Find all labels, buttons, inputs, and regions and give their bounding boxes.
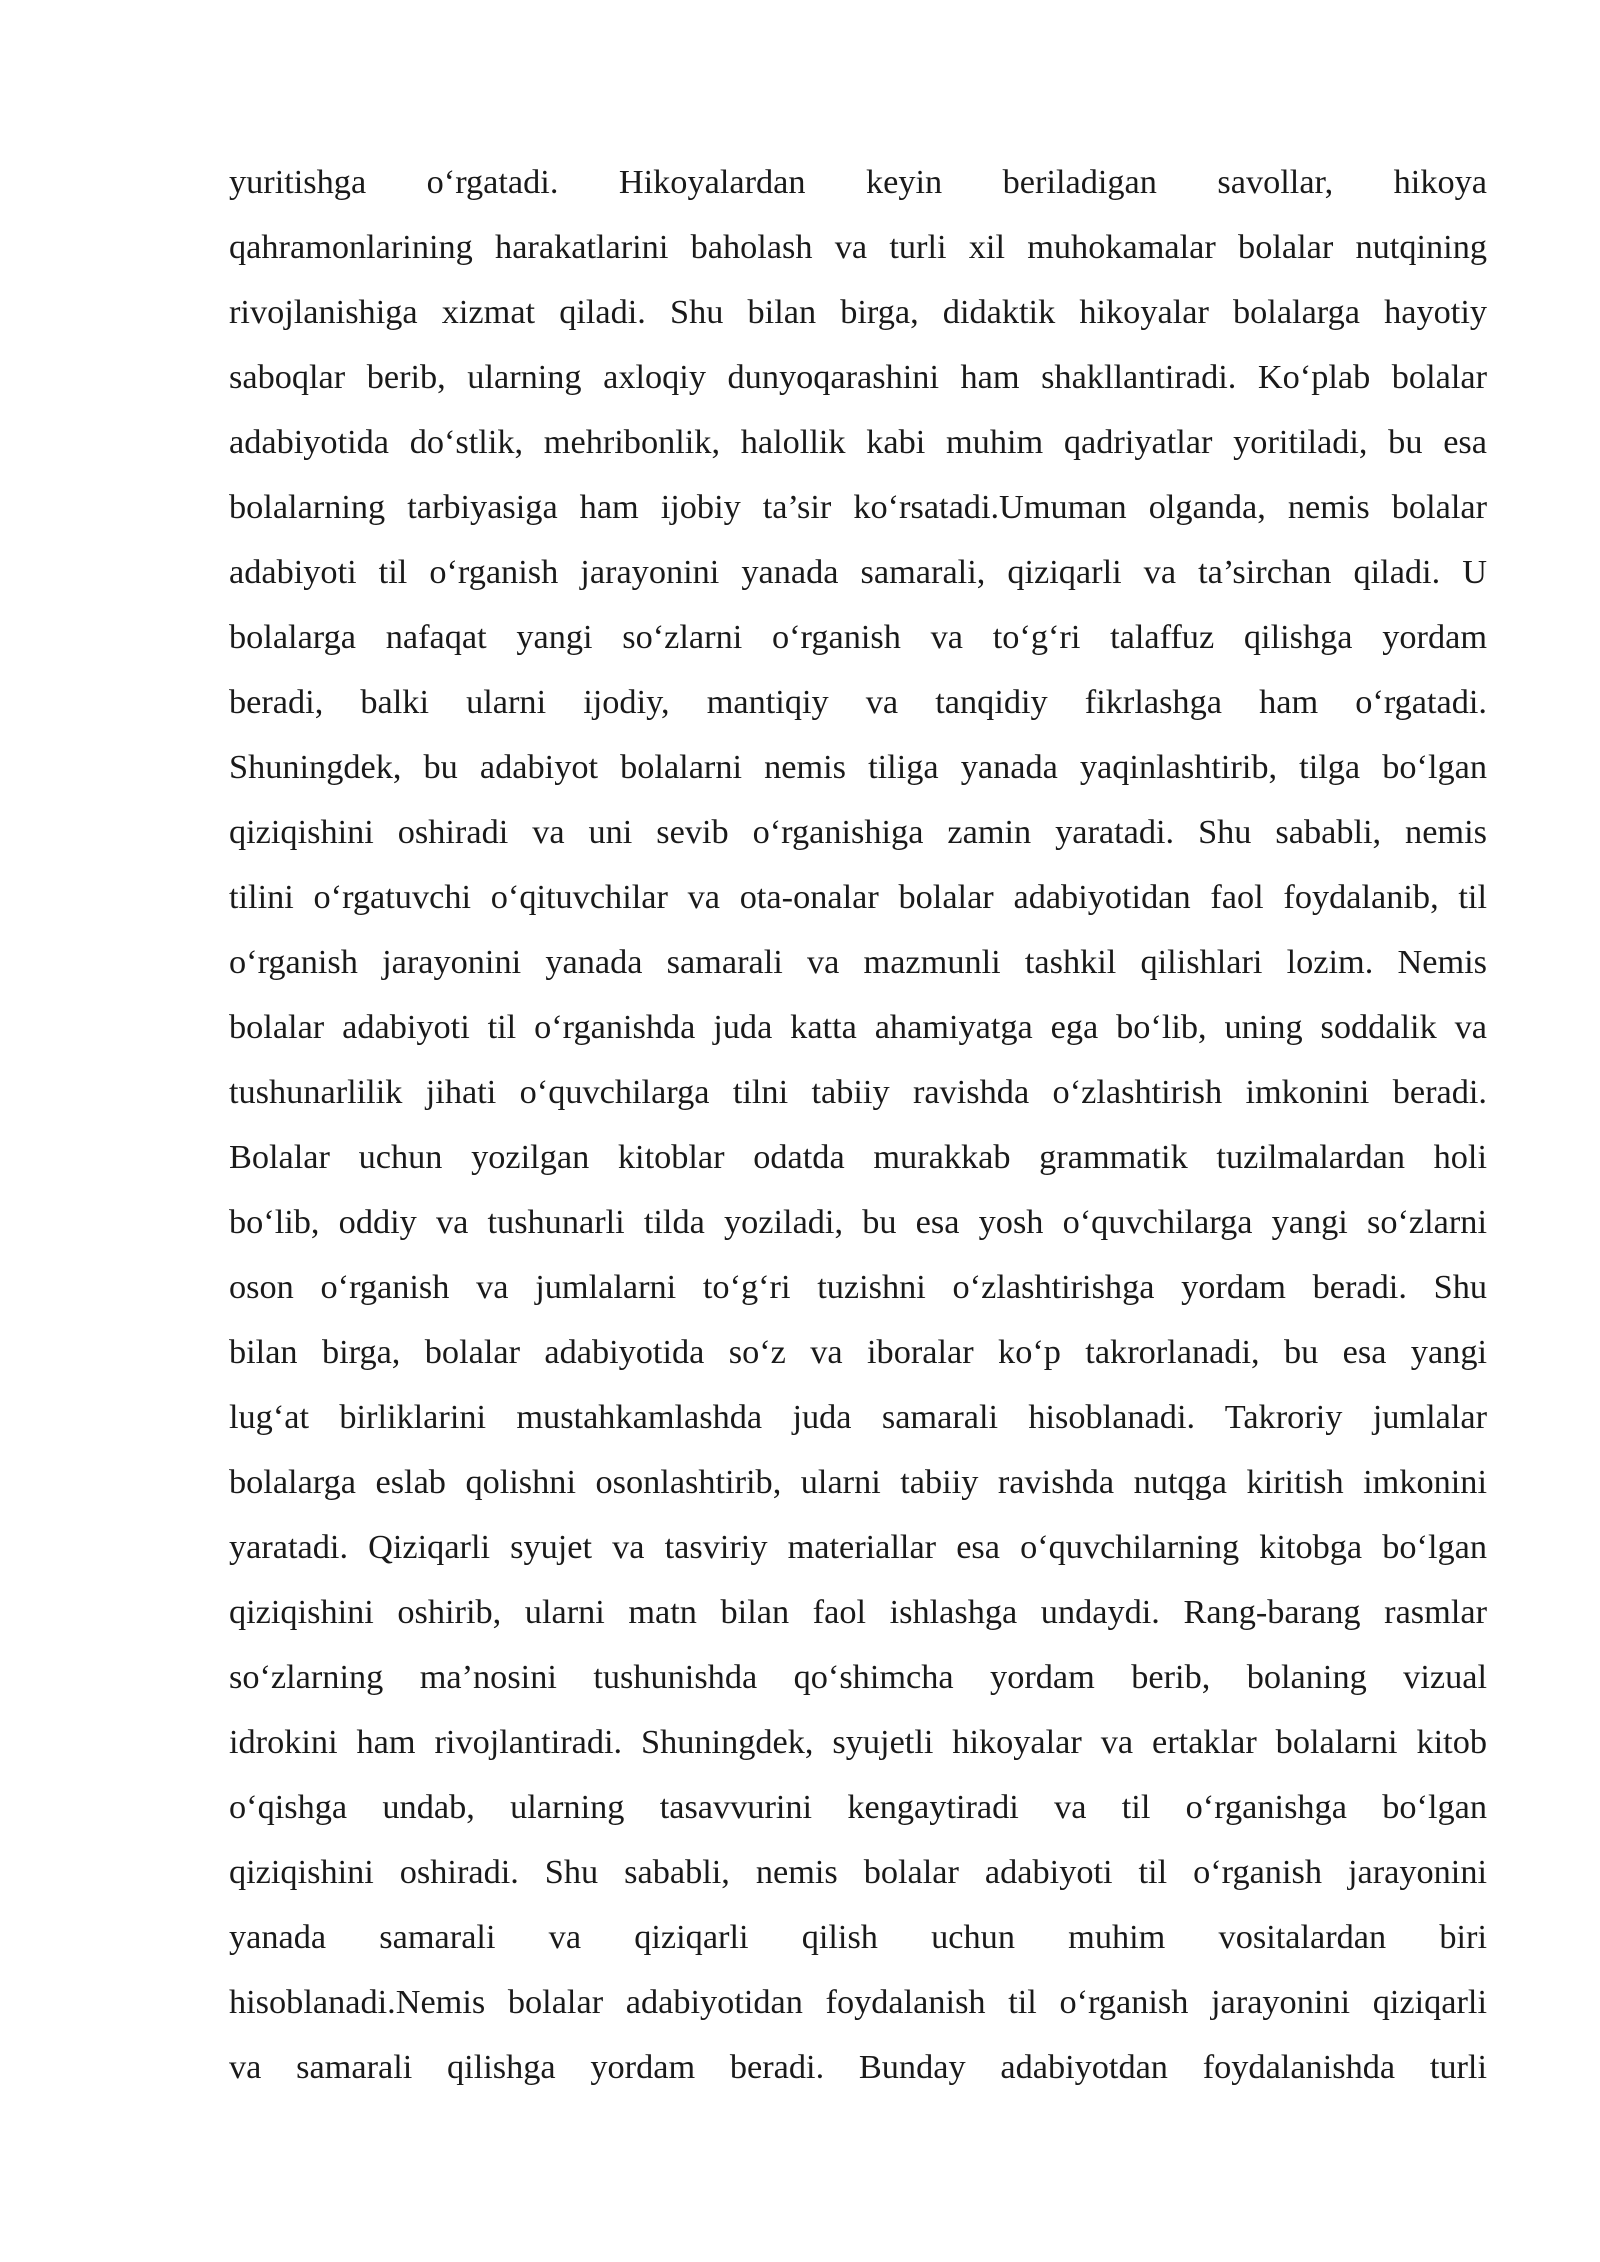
text-line: Shuningdek, bu adabiyot bolalarni nemis tiliga yanada yaqinlashtirib, tilga bo‘lgan [229,748,1487,786]
text-line: bolalarga nafaqat yangi so‘zlarni o‘rganish va to‘g‘ri talaffuz qilishga yordam [229,618,1487,656]
text-line: hisoblanadi.Nemis bolalar adabiyotidan foydalanish til o‘rganish jarayonini qiziqarli [229,1983,1487,2021]
text-line: adabiyotida do‘stlik, mehribonlik, halollik kabi muhim qadriyatlar yoritiladi, bu esa [229,423,1487,461]
text-line: lug‘at birliklarini mustahkamlashda juda samarali hisoblanadi. Takroriy jumlalar [229,1398,1487,1436]
text-line: so‘zlarning ma’nosini tushunishda qo‘shimcha yordam berib, bolaning vizual [229,1658,1487,1696]
text-line: Bolalar uchun yozilgan kitoblar odatda murakkab grammatik tuzilmalardan holi [229,1138,1487,1176]
text-line: qahramonlarining harakatlarini baholash va turli xil muhokamalar bolalar nutqining [229,228,1487,266]
text-line: o‘rganish jarayonini yanada samarali va mazmunli tashkil qilishlari lozim. Nemis [229,943,1487,981]
text-line: yuritishga o‘rgatadi. Hikoyalardan keyin beriladigan savollar, hikoya [229,163,1487,201]
text-line: bolalarga eslab qolishni osonlashtirib, ularni tabiiy ravishda nutqga kiritish imkonini [229,1463,1487,1501]
body-text [229,150,1487,2100]
text-line: yanada samarali va qiziqarli qilish uchun muhim vositalardan biri [229,1918,1487,1956]
text-line: qiziqishini oshiradi va uni sevib o‘rganishiga zamin yaratadi. Shu sababli, nemis [229,813,1487,851]
text-line: bolalarning tarbiyasiga ham ijobiy ta’sir ko‘rsatadi.Umuman olganda, nemis bolalar [229,488,1487,526]
text-line: idrokini ham rivojlantiradi. Shuningdek, syujetli hikoyalar va ertaklar bolalarni kitob [229,1723,1487,1761]
text-line: yaratadi. Qiziqarli syujet va tasviriy materiallar esa o‘quvchilarning kitobga bo‘lgan [229,1528,1487,1566]
text-line: va samarali qilishga yordam beradi. Bunday adabiyotdan foydalanishda turli [229,2048,1487,2086]
text-line: o‘qishga undab, ularning tasavvurini kengaytiradi va til o‘rganishga bo‘lgan [229,1788,1487,1826]
text-line: tilini o‘rgatuvchi o‘qituvchilar va ota-onalar bolalar adabiyotidan faol foydalanib, til [229,878,1487,916]
text-line: tushunarlilik jihati o‘quvchilarga tilni tabiiy ravishda o‘zlashtirish imkonini beradi. [229,1073,1487,1111]
text-line: qiziqishini oshiradi. Shu sababli, nemis bolalar adabiyoti til o‘rganish jarayonini [229,1853,1487,1891]
text-line: beradi, balki ularni ijodiy, mantiqiy va tanqidiy fikrlashga ham o‘rgatadi. [229,683,1487,721]
text-line: bolalar adabiyoti til o‘rganishda juda katta ahamiyatga ega bo‘lib, uning soddalik va [229,1008,1487,1046]
text-line: bo‘lib, oddiy va tushunarli tilda yoziladi, bu esa yosh o‘quvchilarga yangi so‘zlarni [229,1203,1487,1241]
text-line: adabiyoti til o‘rganish jarayonini yanada samarali, qiziqarli va ta’sirchan qiladi. U [229,553,1487,591]
text-line: qiziqishini oshirib, ularni matn bilan faol ishlashga undaydi. Rang-barang rasmlar [229,1593,1487,1631]
text-line: bilan birga, bolalar adabiyotida so‘z va iboralar ko‘p takrorlanadi, bu esa yangi [229,1333,1487,1371]
text-line: rivojlanishiga xizmat qiladi. Shu bilan birga, didaktik hikoyalar bolalarga hayotiy [229,293,1487,331]
text-line: oson o‘rganish va jumlalarni to‘g‘ri tuzishni o‘zlashtirishga yordam beradi. Shu [229,1268,1487,1306]
text-line: saboqlar berib, ularning axloqiy dunyoqarashini ham shakllantiradi. Ko‘plab bolalar [229,358,1487,396]
